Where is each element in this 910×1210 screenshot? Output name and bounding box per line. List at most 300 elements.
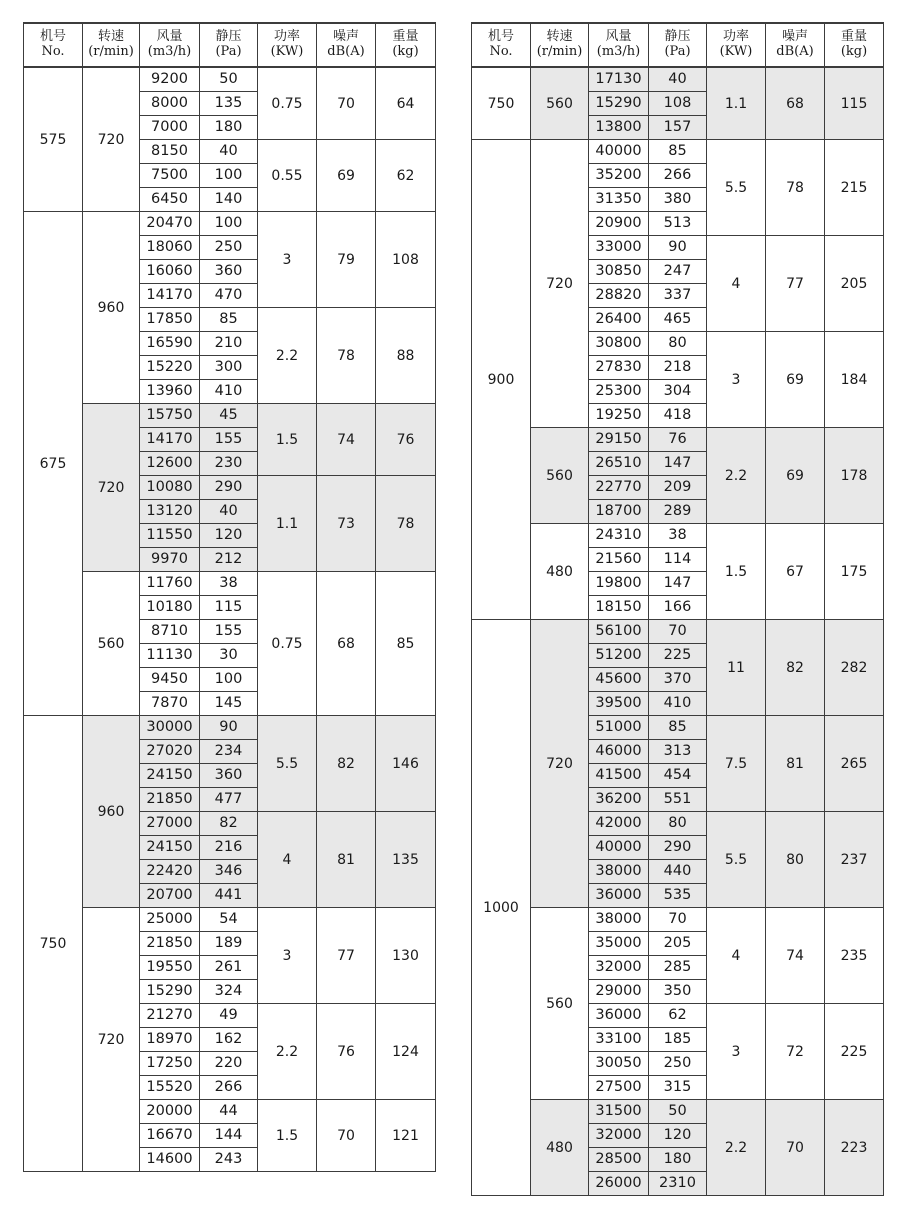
airflow-cell: 18700: [589, 500, 649, 524]
pressure-cell: 62: [649, 1004, 707, 1028]
power-cell: 1.1: [707, 67, 766, 140]
noise-cell: 82: [766, 620, 825, 716]
airflow-cell: 22770: [589, 476, 649, 500]
weight-cell: 282: [825, 620, 884, 716]
noise-cell: 70: [317, 67, 376, 140]
pressure-cell: 40: [200, 500, 258, 524]
table-row: [472, 524, 884, 548]
header-pressure: [649, 23, 707, 67]
pressure-cell: 551: [649, 788, 707, 812]
airflow-cell: 13120: [140, 500, 200, 524]
pressure-cell: 38: [200, 572, 258, 596]
pressure-cell: 70: [649, 908, 707, 932]
speed-cell: 560: [531, 67, 589, 140]
header-no-cn: 机号: [487, 29, 514, 45]
pressure-cell: 40: [649, 67, 707, 92]
airflow-cell: 20900: [589, 212, 649, 236]
model-number-cell: 675: [24, 212, 83, 716]
power-cell: 5.5: [707, 140, 766, 236]
airflow-cell: 8150: [140, 140, 200, 164]
pressure-cell: 45: [200, 404, 258, 428]
airflow-cell: 35200: [589, 164, 649, 188]
airflow-cell: 6450: [140, 188, 200, 212]
airflow-cell: 25300: [589, 380, 649, 404]
header-speed-en: (r/min): [536, 44, 583, 59]
airflow-cell: 27830: [589, 356, 649, 380]
pressure-cell: 147: [649, 572, 707, 596]
pressure-cell: 441: [200, 884, 258, 908]
weight-cell: 78: [376, 476, 436, 572]
noise-cell: 74: [766, 908, 825, 1004]
airflow-cell: 11130: [140, 644, 200, 668]
header-no-cn: 机号: [39, 29, 66, 45]
noise-cell: 68: [766, 67, 825, 140]
airflow-cell: 16590: [140, 332, 200, 356]
table-row: [24, 212, 436, 236]
table-row: [472, 908, 884, 932]
table-row: [472, 428, 884, 452]
pressure-cell: 85: [649, 716, 707, 740]
airflow-cell: 11760: [140, 572, 200, 596]
speed-cell: 960: [83, 212, 140, 404]
model-number-cell: 900: [472, 140, 531, 620]
pressure-cell: 54: [200, 908, 258, 932]
left-table-body: [24, 67, 436, 1172]
airflow-cell: 45600: [589, 668, 649, 692]
weight-cell: 178: [825, 428, 884, 524]
noise-cell: 73: [317, 476, 376, 572]
pressure-cell: 114: [649, 548, 707, 572]
airflow-cell: 17130: [589, 67, 649, 92]
header-weight-en: (kg): [840, 44, 868, 59]
airflow-cell: 13800: [589, 116, 649, 140]
noise-cell: 70: [766, 1100, 825, 1196]
header-pressure-cn: 静压: [215, 29, 242, 45]
airflow-cell: 30800: [589, 332, 649, 356]
speed-cell: 560: [83, 572, 140, 716]
header-airflow: [140, 23, 200, 67]
airflow-cell: 29000: [589, 980, 649, 1004]
airflow-cell: 20470: [140, 212, 200, 236]
pressure-cell: 2310: [649, 1172, 707, 1196]
speed-cell: 720: [83, 67, 140, 212]
pressure-cell: 180: [200, 116, 258, 140]
airflow-cell: 31350: [589, 188, 649, 212]
airflow-cell: 36200: [589, 788, 649, 812]
noise-cell: 78: [766, 140, 825, 236]
pressure-cell: 304: [649, 380, 707, 404]
header-noise-en: dB(A): [327, 44, 365, 59]
power-cell: 11: [707, 620, 766, 716]
speed-cell: 720: [83, 404, 140, 572]
pressure-cell: 290: [649, 836, 707, 860]
airflow-cell: 26510: [589, 452, 649, 476]
airflow-cell: 51000: [589, 716, 649, 740]
weight-cell: 215: [825, 140, 884, 236]
header-airflow: [589, 23, 649, 67]
power-cell: 3: [707, 1004, 766, 1100]
pressure-cell: 90: [649, 236, 707, 260]
airflow-cell: 21850: [140, 932, 200, 956]
noise-cell: 77: [766, 236, 825, 332]
airflow-cell: 9450: [140, 668, 200, 692]
airflow-cell: 27020: [140, 740, 200, 764]
airflow-cell: 9970: [140, 548, 200, 572]
pressure-cell: 155: [200, 620, 258, 644]
weight-cell: 146: [376, 716, 436, 812]
airflow-cell: 25000: [140, 908, 200, 932]
pressure-cell: 290: [200, 476, 258, 500]
airflow-cell: 17850: [140, 308, 200, 332]
weight-cell: 205: [825, 236, 884, 332]
header-power-cn: 功率: [722, 29, 749, 45]
header-power: [707, 23, 766, 67]
pressure-cell: 410: [649, 692, 707, 716]
airflow-cell: 24310: [589, 524, 649, 548]
weight-cell: 135: [376, 812, 436, 908]
airflow-cell: 27000: [140, 812, 200, 836]
header-power-en: (KW): [270, 44, 304, 59]
noise-cell: 80: [766, 812, 825, 908]
header-no: [472, 23, 531, 67]
pressure-cell: 205: [649, 932, 707, 956]
table-row: [24, 908, 436, 932]
header-weight-cn: 重量: [392, 29, 419, 45]
airflow-cell: 18970: [140, 1028, 200, 1052]
airflow-cell: 8000: [140, 92, 200, 116]
airflow-cell: 7870: [140, 692, 200, 716]
pressure-cell: 250: [200, 236, 258, 260]
pressure-cell: 250: [649, 1052, 707, 1076]
power-cell: 4: [258, 812, 317, 908]
weight-cell: 85: [376, 572, 436, 716]
noise-cell: 70: [317, 1100, 376, 1172]
model-number-cell: 1000: [472, 620, 531, 1196]
airflow-cell: 27500: [589, 1076, 649, 1100]
pressure-cell: 410: [200, 380, 258, 404]
airflow-cell: 20700: [140, 884, 200, 908]
pressure-cell: 100: [200, 164, 258, 188]
pressure-cell: 147: [649, 452, 707, 476]
pressure-cell: 209: [649, 476, 707, 500]
noise-cell: 79: [317, 212, 376, 308]
header-power: [258, 23, 317, 67]
airflow-cell: 26400: [589, 308, 649, 332]
noise-cell: 74: [317, 404, 376, 476]
airflow-cell: 18060: [140, 236, 200, 260]
pressure-cell: 85: [200, 308, 258, 332]
pressure-cell: 40: [200, 140, 258, 164]
weight-cell: 184: [825, 332, 884, 428]
pressure-cell: 50: [200, 67, 258, 92]
pressure-cell: 324: [200, 980, 258, 1004]
pressure-cell: 135: [200, 92, 258, 116]
pressure-cell: 44: [200, 1100, 258, 1124]
pressure-cell: 477: [200, 788, 258, 812]
airflow-cell: 31500: [589, 1100, 649, 1124]
airflow-cell: 26000: [589, 1172, 649, 1196]
pressure-cell: 315: [649, 1076, 707, 1100]
header-no: [24, 23, 83, 67]
power-cell: 2.2: [707, 1100, 766, 1196]
pressure-cell: 350: [649, 980, 707, 1004]
power-cell: 0.75: [258, 67, 317, 140]
airflow-cell: 7500: [140, 164, 200, 188]
header-speed-en: (r/min): [88, 44, 134, 59]
pressure-cell: 85: [649, 140, 707, 164]
noise-cell: 76: [317, 1004, 376, 1100]
airflow-cell: 30000: [140, 716, 200, 740]
model-number-cell: 575: [24, 67, 83, 212]
noise-cell: 69: [766, 332, 825, 428]
power-cell: 1.5: [258, 404, 317, 476]
airflow-cell: 21560: [589, 548, 649, 572]
airflow-cell: 12600: [140, 452, 200, 476]
airflow-cell: 16670: [140, 1124, 200, 1148]
power-cell: 2.2: [258, 308, 317, 404]
weight-cell: 265: [825, 716, 884, 812]
pressure-cell: 38: [649, 524, 707, 548]
pressure-cell: 157: [649, 116, 707, 140]
model-number-cell: 750: [24, 716, 83, 1172]
noise-cell: 78: [317, 308, 376, 404]
pressure-cell: 216: [200, 836, 258, 860]
header-pressure-cn: 静压: [664, 29, 691, 45]
airflow-cell: 30850: [589, 260, 649, 284]
noise-cell: 69: [766, 428, 825, 524]
header-airflow-en: (m3/h): [147, 44, 192, 59]
speed-cell: 720: [83, 908, 140, 1172]
pressure-cell: 360: [200, 260, 258, 284]
pressure-cell: 289: [649, 500, 707, 524]
pressure-cell: 513: [649, 212, 707, 236]
header-speed-cn: 转速: [546, 29, 573, 45]
pressure-cell: 418: [649, 404, 707, 428]
pressure-cell: 166: [649, 596, 707, 620]
header-pressure: [200, 23, 258, 67]
airflow-cell: 38000: [589, 860, 649, 884]
pressure-cell: 155: [200, 428, 258, 452]
pressure-cell: 535: [649, 884, 707, 908]
airflow-cell: 40000: [589, 140, 649, 164]
pressure-cell: 82: [200, 812, 258, 836]
pressure-cell: 90: [200, 716, 258, 740]
power-cell: 4: [707, 908, 766, 1004]
pressure-cell: 76: [649, 428, 707, 452]
table-row: [472, 67, 884, 92]
pressure-cell: 337: [649, 284, 707, 308]
header-noise: [317, 23, 376, 67]
header-pressure-en: (Pa): [215, 44, 242, 59]
pressure-cell: 440: [649, 860, 707, 884]
power-cell: 1.5: [258, 1100, 317, 1172]
power-cell: 0.75: [258, 572, 317, 716]
airflow-cell: 28820: [589, 284, 649, 308]
speed-cell: 960: [83, 716, 140, 908]
airflow-cell: 9200: [140, 67, 200, 92]
header-noise-en: dB(A): [776, 44, 814, 59]
airflow-cell: 16060: [140, 260, 200, 284]
power-cell: 3: [258, 908, 317, 1004]
noise-cell: 82: [317, 716, 376, 812]
pressure-cell: 360: [200, 764, 258, 788]
speed-cell: 560: [531, 428, 589, 524]
weight-cell: 62: [376, 140, 436, 212]
pressure-cell: 80: [649, 812, 707, 836]
pressure-cell: 465: [649, 308, 707, 332]
airflow-cell: 33100: [589, 1028, 649, 1052]
speed-cell: 560: [531, 908, 589, 1100]
pressure-cell: 100: [200, 212, 258, 236]
right-spec-table: [471, 22, 884, 1196]
table-row: [24, 716, 436, 740]
weight-cell: 64: [376, 67, 436, 140]
airflow-cell: 19800: [589, 572, 649, 596]
speed-cell: 480: [531, 524, 589, 620]
pressure-cell: 266: [200, 1076, 258, 1100]
pressure-cell: 100: [200, 668, 258, 692]
model-number-cell: 750: [472, 67, 531, 140]
header-airflow-cn: 风量: [605, 29, 632, 45]
header-no-en: No.: [489, 44, 513, 59]
power-cell: 2.2: [258, 1004, 317, 1100]
pressure-cell: 180: [649, 1148, 707, 1172]
airflow-cell: 35000: [589, 932, 649, 956]
power-cell: 3: [707, 332, 766, 428]
pressure-cell: 454: [649, 764, 707, 788]
power-cell: 3: [258, 212, 317, 308]
airflow-cell: 14170: [140, 284, 200, 308]
pressure-cell: 266: [649, 164, 707, 188]
power-cell: 7.5: [707, 716, 766, 812]
pressure-cell: 212: [200, 548, 258, 572]
airflow-cell: 15520: [140, 1076, 200, 1100]
power-cell: 5.5: [707, 812, 766, 908]
header-no-en: No.: [41, 44, 65, 59]
speed-cell: 480: [531, 1100, 589, 1196]
weight-cell: 124: [376, 1004, 436, 1100]
airflow-cell: 56100: [589, 620, 649, 644]
airflow-cell: 19550: [140, 956, 200, 980]
power-cell: 1.1: [258, 476, 317, 572]
header-airflow-cn: 风量: [156, 29, 183, 45]
header-power-cn: 功率: [273, 29, 300, 45]
airflow-cell: 21270: [140, 1004, 200, 1028]
header-weight-cn: 重量: [840, 29, 867, 45]
pressure-cell: 218: [649, 356, 707, 380]
noise-cell: 77: [317, 908, 376, 1004]
pressure-cell: 346: [200, 860, 258, 884]
airflow-cell: 15750: [140, 404, 200, 428]
pressure-cell: 120: [200, 524, 258, 548]
airflow-cell: 46000: [589, 740, 649, 764]
airflow-cell: 22420: [140, 860, 200, 884]
airflow-cell: 28500: [589, 1148, 649, 1172]
power-cell: 4: [707, 236, 766, 332]
airflow-cell: 15290: [589, 92, 649, 116]
header-weight: [376, 23, 436, 67]
pressure-cell: 140: [200, 188, 258, 212]
airflow-cell: 11550: [140, 524, 200, 548]
header-weight-en: (kg): [392, 44, 419, 59]
weight-cell: 121: [376, 1100, 436, 1172]
pressure-cell: 210: [200, 332, 258, 356]
pressure-cell: 313: [649, 740, 707, 764]
pressure-cell: 115: [200, 596, 258, 620]
pressure-cell: 243: [200, 1148, 258, 1172]
pressure-cell: 145: [200, 692, 258, 716]
pressure-cell: 144: [200, 1124, 258, 1148]
power-cell: 0.55: [258, 140, 317, 212]
weight-cell: 175: [825, 524, 884, 620]
table-row: [472, 140, 884, 164]
airflow-cell: 14600: [140, 1148, 200, 1172]
pressure-cell: 120: [649, 1124, 707, 1148]
airflow-cell: 24150: [140, 836, 200, 860]
pressure-cell: 380: [649, 188, 707, 212]
airflow-cell: 32000: [589, 956, 649, 980]
airflow-cell: 17250: [140, 1052, 200, 1076]
right-table-body: [472, 67, 884, 1196]
table-row: [24, 572, 436, 596]
airflow-cell: 15220: [140, 356, 200, 380]
header-speed: [531, 23, 589, 67]
weight-cell: 115: [825, 67, 884, 140]
pressure-cell: 50: [649, 1100, 707, 1124]
airflow-cell: 29150: [589, 428, 649, 452]
pressure-cell: 247: [649, 260, 707, 284]
pressure-cell: 189: [200, 932, 258, 956]
airflow-cell: 33000: [589, 236, 649, 260]
weight-cell: 130: [376, 908, 436, 1004]
weight-cell: 237: [825, 812, 884, 908]
table-row: [24, 67, 436, 92]
airflow-cell: 18150: [589, 596, 649, 620]
header-airflow-en: (m3/h): [596, 44, 641, 59]
pressure-cell: 261: [200, 956, 258, 980]
airflow-cell: 41500: [589, 764, 649, 788]
speed-cell: 720: [531, 620, 589, 908]
header-noise-cn: 噪声: [332, 29, 359, 45]
noise-cell: 81: [766, 716, 825, 812]
airflow-cell: 19250: [589, 404, 649, 428]
power-cell: 2.2: [707, 428, 766, 524]
pressure-cell: 220: [200, 1052, 258, 1076]
airflow-cell: 30050: [589, 1052, 649, 1076]
airflow-cell: 40000: [589, 836, 649, 860]
pressure-cell: 230: [200, 452, 258, 476]
airflow-cell: 13960: [140, 380, 200, 404]
header-noise: [766, 23, 825, 67]
airflow-cell: 36000: [589, 1004, 649, 1028]
left-spec-table: [23, 22, 436, 1172]
power-cell: 1.5: [707, 524, 766, 620]
airflow-cell: 36000: [589, 884, 649, 908]
airflow-cell: 20000: [140, 1100, 200, 1124]
left-table-header: [24, 23, 436, 67]
noise-cell: 81: [317, 812, 376, 908]
noise-cell: 68: [317, 572, 376, 716]
right-table-header: [472, 23, 884, 67]
airflow-cell: 10180: [140, 596, 200, 620]
airflow-cell: 14170: [140, 428, 200, 452]
pressure-cell: 108: [649, 92, 707, 116]
airflow-cell: 15290: [140, 980, 200, 1004]
airflow-cell: 24150: [140, 764, 200, 788]
pressure-cell: 185: [649, 1028, 707, 1052]
header-pressure-en: (Pa): [664, 44, 691, 59]
airflow-cell: 39500: [589, 692, 649, 716]
